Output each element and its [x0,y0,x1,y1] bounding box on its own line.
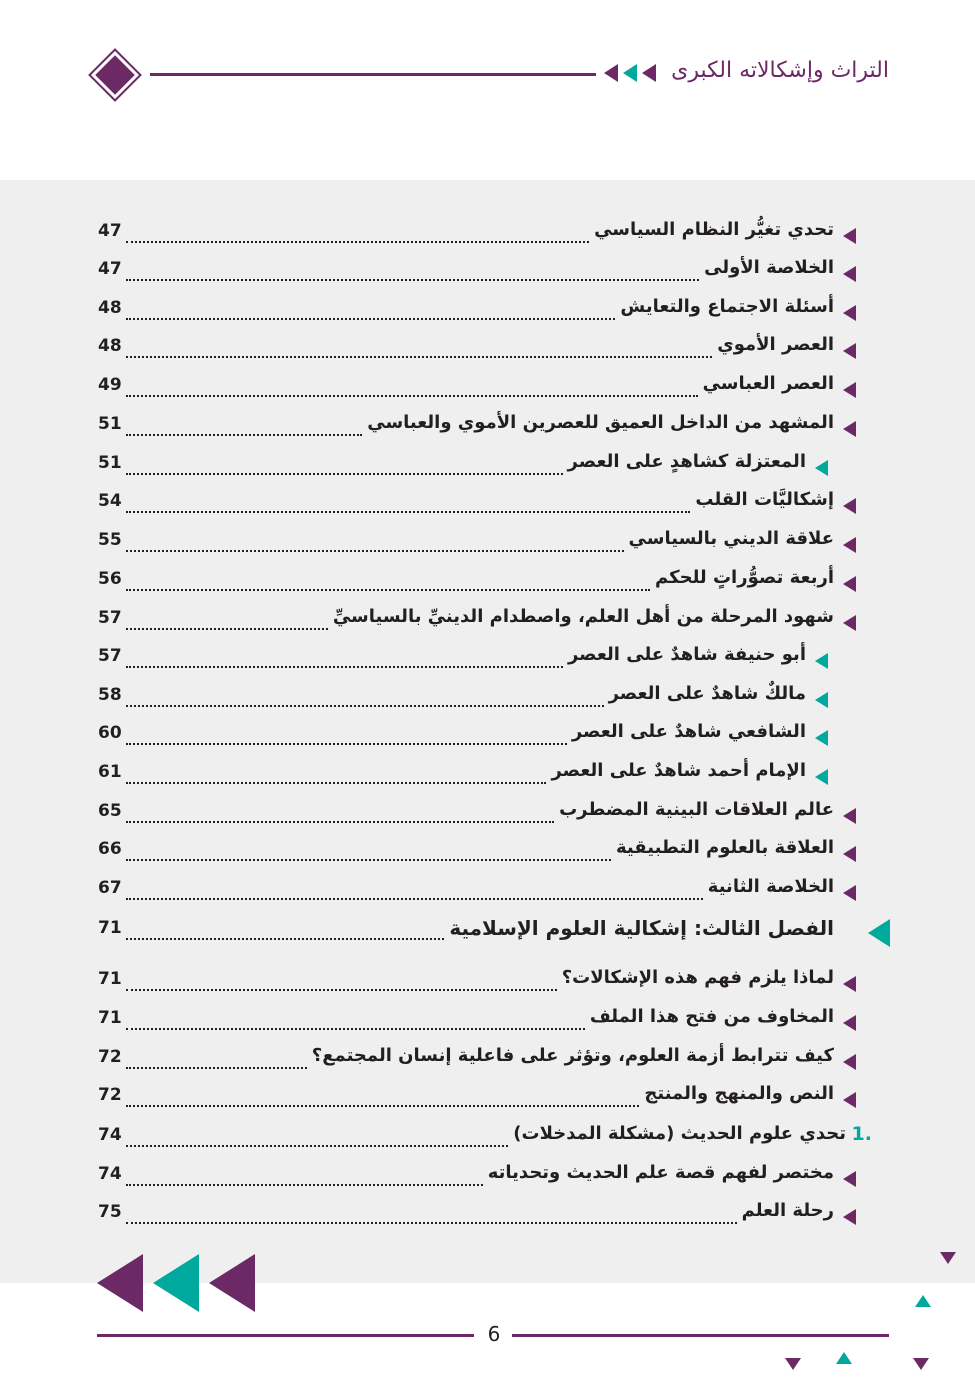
header-diamond-ornament [95,55,135,95]
toc-entry[interactable] [98,1045,890,1079]
header-triangles [604,64,656,82]
toc-page-number: 66 [98,839,122,859]
toc-entry-title: أبو حنيفة شاهدٌ على العصر [565,644,806,665]
toc-page-number: 60 [98,723,122,743]
toc-entry-title: الشافعي شاهدٌ على العصر [569,721,806,742]
bullet-triangle-icon [843,846,856,862]
toc-entry-title: مختصر لفهم قصة علم الحديث وتحدياته [485,1162,834,1183]
toc-page-number: 54 [98,491,122,511]
toc-entry[interactable] [98,528,890,562]
toc-leader-dots [126,821,554,823]
toc-entry[interactable] [98,837,890,871]
toc-entry-title: أسئلة الاجتماع والتعايش [617,296,834,317]
toc-page-number: 65 [98,801,122,821]
chapter-triangle-icon [868,919,890,947]
toc-entry-title: الخلاصة الثانية [705,876,834,897]
toc-entry[interactable] [98,451,890,485]
toc-leader-dots [126,859,611,861]
toc-page-number: 71 [98,918,122,938]
bullet-triangle-icon [843,305,856,321]
bullet-triangle-icon [815,460,828,476]
toc-entry[interactable] [98,683,890,717]
bullet-triangle-icon [843,1054,856,1070]
toc-entry-title: النص والمنهج والمنتج [641,1083,834,1104]
footer-rule-left [97,1334,474,1337]
toc-leader-dots [126,666,563,668]
bullet-triangle-icon [843,382,856,398]
bullet-triangle-icon [843,976,856,992]
toc-leader-dots [126,434,362,436]
bullet-triangle-icon [843,1092,856,1108]
toc-entry[interactable] [98,799,890,833]
toc-page-number: 61 [98,762,122,782]
header-rule [150,73,596,76]
toc-leader-dots [126,550,624,552]
toc-entry[interactable] [98,219,890,253]
bullet-triangle-icon [843,1171,856,1187]
toc-entry[interactable] [98,1200,890,1234]
toc-page-number: 72 [98,1047,122,1067]
toc-leader-dots [126,395,698,397]
toc-leader-dots [126,782,546,784]
toc-entry-title: علاقة الديني بالسياسي [626,528,834,549]
toc-page-number: 47 [98,259,122,279]
toc-entry-title: رحلة العلم [739,1200,834,1221]
toc-leader-dots [126,241,589,243]
toc-entry[interactable] [98,760,890,794]
bullet-triangle-icon [843,576,856,592]
bullet-triangle-icon [815,769,828,785]
toc-page-number: 58 [98,685,122,705]
corner-triangle-icon [940,1252,956,1264]
bullet-triangle-icon [843,885,856,901]
bullet-triangle-icon [843,1015,856,1031]
triangle-icon [209,1254,255,1312]
toc-entry[interactable] [98,606,890,640]
toc-page-number: 71 [98,969,122,989]
toc-leader-dots [126,743,567,745]
toc-page-number: 75 [98,1202,122,1222]
toc-page-number: 51 [98,414,122,434]
toc-leader-dots [126,1222,737,1224]
toc-entry[interactable] [98,1083,890,1117]
toc-leader-dots [126,473,563,475]
toc-leader-dots [126,898,703,900]
toc-entry[interactable] [98,257,890,291]
bullet-triangle-icon [843,1209,856,1225]
triangle-icon [623,64,637,82]
toc-entry-title: العلاقة بالعلوم التطبيقية [613,837,834,858]
toc-entry-title: تحدي تغيُّر النظام السياسي [591,219,834,240]
toc-entry[interactable] [98,567,890,601]
toc-leader-dots [126,628,328,630]
triangle-icon [97,1254,143,1312]
toc-entry[interactable] [98,876,890,910]
toc-leader-dots [126,1028,585,1030]
toc-page-number: 71 [98,1008,122,1028]
toc-page-number: 51 [98,453,122,473]
toc-entry[interactable] [98,373,890,407]
toc-leader-dots [126,705,604,707]
toc-entry-title: المخاوف من فتح هذا الملف [587,1006,834,1027]
toc-entry[interactable] [98,489,890,523]
triangle-icon [153,1254,199,1312]
toc-page-number: 74 [98,1125,122,1145]
toc-entry-title: الإمام أحمد شاهدٌ على العصر [548,760,806,781]
toc-entry-title: تحدي علوم الحديث (مشكلة المدخلات) [510,1123,846,1144]
bullet-triangle-icon [815,692,828,708]
toc-entry-number: 1. [851,1123,872,1145]
footer-large-triangles [97,1254,255,1312]
toc-leader-dots [126,589,650,591]
bullet-triangle-icon [843,228,856,244]
toc-leader-dots [126,938,444,940]
toc-entry[interactable] [98,1006,890,1040]
page-number: 6 [487,1322,501,1346]
toc-entry-title: الخلاصة الأولى [701,257,834,278]
toc-entry[interactable] [98,721,890,755]
bullet-triangle-icon [843,808,856,824]
toc-entry-title: المعتزلة كشاهدٍ على العصر [565,451,806,472]
toc-entry-title: العصر العباسي [700,373,834,394]
toc-entry[interactable] [98,296,890,330]
toc-page-number: 57 [98,646,122,666]
corner-triangle-icon [913,1358,929,1370]
bullet-triangle-icon [843,343,856,359]
corner-triangle-icon [915,1295,931,1307]
toc-leader-dots [126,356,712,358]
toc-entry[interactable] [98,967,890,1001]
toc-entry[interactable] [98,644,890,678]
toc-entry[interactable] [98,334,890,368]
bullet-triangle-icon [843,498,856,514]
toc-entry-title: عالم العلاقات البينية المضطرب [556,799,834,820]
toc-leader-dots [126,989,557,991]
toc-page-number: 48 [98,336,122,356]
toc-page-number: 48 [98,298,122,318]
toc-chapter-title: الفصل الثالث: إشكالية العلوم الإسلامية [446,916,834,940]
toc-page-number: 49 [98,375,122,395]
triangle-icon [642,64,656,82]
toc-entry-title: أربعة تصوُّراتٍ للحكم [652,567,834,588]
corner-triangle-icon [836,1352,852,1364]
toc-entry-title: مالكٌ شاهدٌ على العصر [606,683,806,704]
toc-leader-dots [126,279,699,281]
toc-page-number: 72 [98,1085,122,1105]
toc-entry-title: لماذا يلزم فهم هذه الإشكالات؟ [559,967,834,988]
toc-leader-dots [126,1184,483,1186]
bullet-triangle-icon [843,266,856,282]
toc-entry[interactable] [98,412,890,446]
toc-entry-title: كيف تترابط أزمة العلوم، وتؤثر على فاعلية إنسان المجتمع؟ [309,1045,834,1066]
toc-page-number: 55 [98,530,122,550]
running-header-title: التراث وإشكالاته الكبرى [671,58,889,83]
bullet-triangle-icon [843,421,856,437]
toc-page-number: 67 [98,878,122,898]
bullet-triangle-icon [843,537,856,553]
bullet-triangle-icon [815,653,828,669]
bullet-triangle-icon [815,730,828,746]
toc-entry-title: المشهد من الداخل العميق للعصرين الأموي والعباسي [364,412,834,433]
toc-leader-dots [126,1067,307,1069]
toc-entry[interactable] [98,1162,890,1196]
toc-leader-dots [126,1105,639,1107]
toc-page-number: 56 [98,569,122,589]
toc-leader-dots [126,511,690,513]
toc-leader-dots [126,318,615,320]
toc-page-number: 47 [98,221,122,241]
footer-rule-right [512,1334,889,1337]
toc-entry[interactable] [98,1123,890,1157]
bullet-triangle-icon [843,615,856,631]
toc-leader-dots [126,1145,508,1147]
corner-triangle-icon [785,1358,801,1370]
toc-page-number: 74 [98,1164,122,1184]
triangle-icon [604,64,618,82]
toc-entry-title: العصر الأموي [714,334,834,355]
toc-entry-title: إشكاليَّات القلب [692,489,834,510]
toc-entry-title: شهود المرحلة من أهل العلم، واصطدام الدينيِّ بالسياسيِّ [330,606,834,627]
toc-page-number: 57 [98,608,122,628]
toc-entry[interactable] [98,916,890,950]
